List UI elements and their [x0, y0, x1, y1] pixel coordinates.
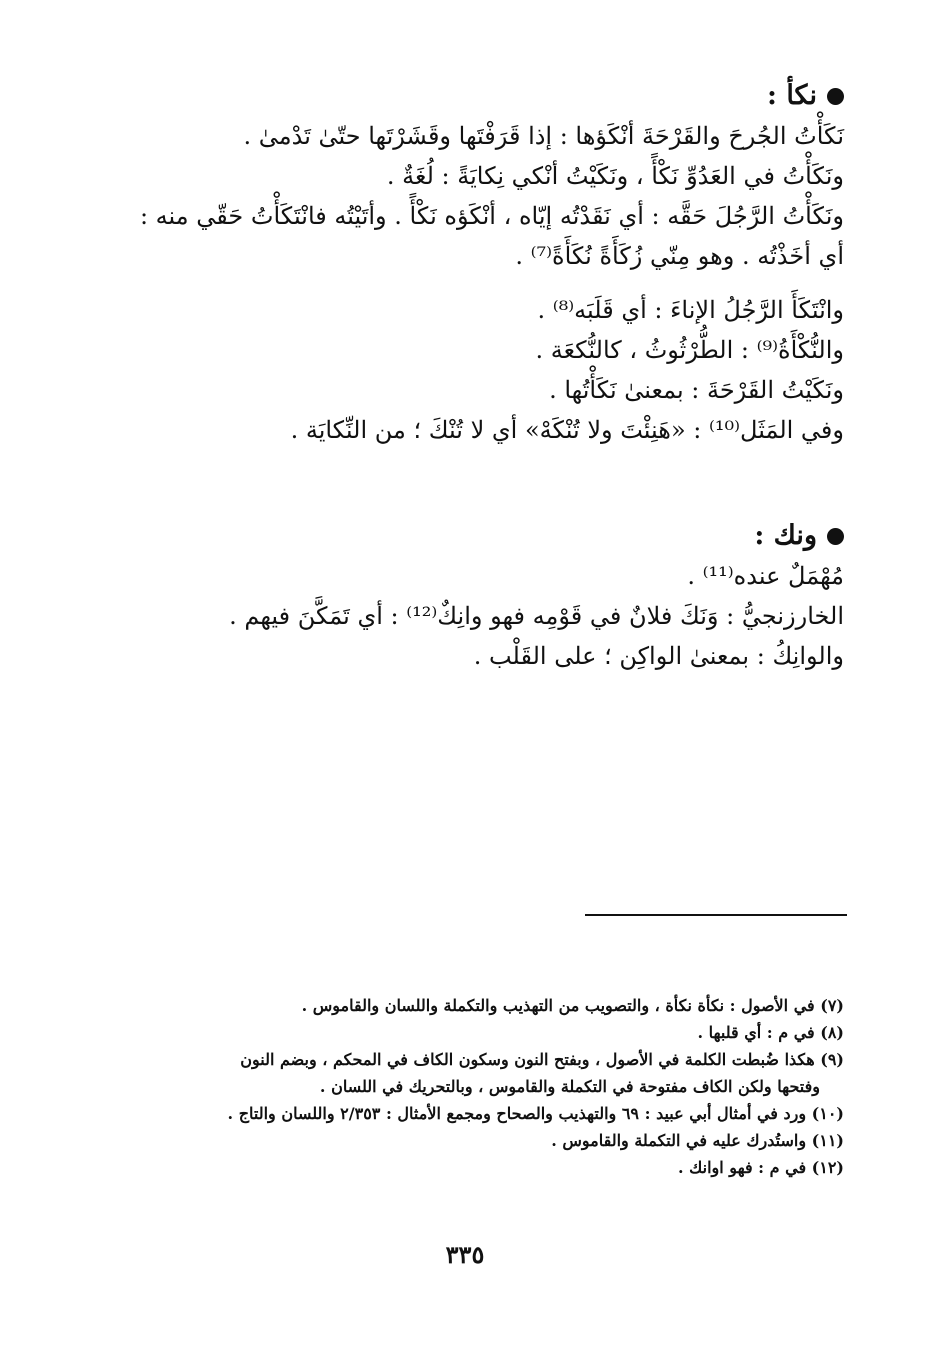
entry-line: ونَكَأْتُ في العَدُوِّ نَكْأً ، ونَكَيْتُ أنْكي نِكايَةً : لُغَةٌ . [386, 162, 844, 190]
footnote-separator [585, 914, 847, 916]
entry-line: نَكَأْتُ الجُرحَ والقَرْحَةَ أنْكَؤها : إذا قَرَفْتَها وقَشَرْتَها حتّىٰ تَدْمىٰ . [243, 122, 844, 150]
entry-line: الخارزنجيُّ : وَنَكَ فلانٌ في قَوْمِه فهو وانِكٌ⁽¹²⁾ : أي تَمَكَّنَ فيهم . [229, 602, 844, 630]
entry-line: مُهْمَلٌ عنده⁽¹¹⁾ . [687, 562, 844, 590]
entry-line: أي أخَذْتُه . وهو مِنّي زُكَأَةً نُكَأَةً⁽⁷⁾ . [515, 242, 844, 270]
entry-heading-text: نكأ : [766, 80, 817, 111]
entry-heading [60, 76, 844, 116]
footnote: (١١) واستُدرك عليه في التكملة والقاموس . [551, 1131, 844, 1150]
entry-line: والوانِكُ : بمعنىٰ الواكِن ؛ على القَلْب . [473, 642, 844, 670]
entry-line: ونَكَأْتُ الرَّجُلَ حَقَّه : أي نَقَدْتُه إيّاه ، أنْكَؤه نَكْأً . وأتَيْتُه فانْتَكَأْتُ حَقّي منه : [139, 202, 844, 230]
footnote-continuation: وفتحها ولكن الكاف مفتوحة في التكملة والقاموس ، وبالتحريك في اللسان . [319, 1077, 820, 1096]
bullet-icon [827, 528, 844, 545]
entry-heading-text: ونك : [754, 520, 817, 551]
footnote: (٩) هكذا ضُبطت الكلمة في الأصول ، وبفتح النون وسكون الكاف في المحكم ، وبضم النون [240, 1050, 844, 1069]
entry-line: وانْتَكَأَ الرَّجُلُ الإناءَ : أي قَلَبَه⁽⁸⁾ . [537, 296, 844, 324]
footnote: (١٠) ورد في أمثال أبي عبيد : ٦٩ والتهذيب والصحاح ومجمع الأمثال : ٢/٣٥٣ واللسان والتاج . [227, 1104, 844, 1123]
entry-wanak [60, 516, 844, 676]
entry-line: ونَكَيْتُ القَرْحَةَ : بمعنىٰ نَكَأْتُها . [549, 376, 844, 404]
bullet-icon [827, 88, 844, 105]
entry-heading [60, 516, 844, 556]
footnote: (١٢) في م : فهو اوانك . [678, 1158, 844, 1177]
footnotes [100, 992, 844, 1181]
footnote: (٧) في الأصول : نكأة نكأة ، والتصويب من التهذيب والتكملة واللسان والقاموس . [301, 996, 844, 1015]
paragraph-gap [60, 276, 844, 290]
entry-line: وفي المَثَل⁽¹⁰⁾ : «هَنِئْتَ ولا تُنْكَهْ» أي لا تُنْكَ ؛ من النِّكايَة . [290, 416, 844, 444]
page-number: ٣٣٥ [445, 1240, 485, 1269]
entry-naka [60, 76, 844, 450]
footnote: (٨) في م : أي قلبها . [697, 1023, 844, 1042]
entry-line: والنُّكْأَةُ⁽⁹⁾ : الطُّرْثُوثُ ، كالنُّكعَة . [535, 336, 844, 364]
